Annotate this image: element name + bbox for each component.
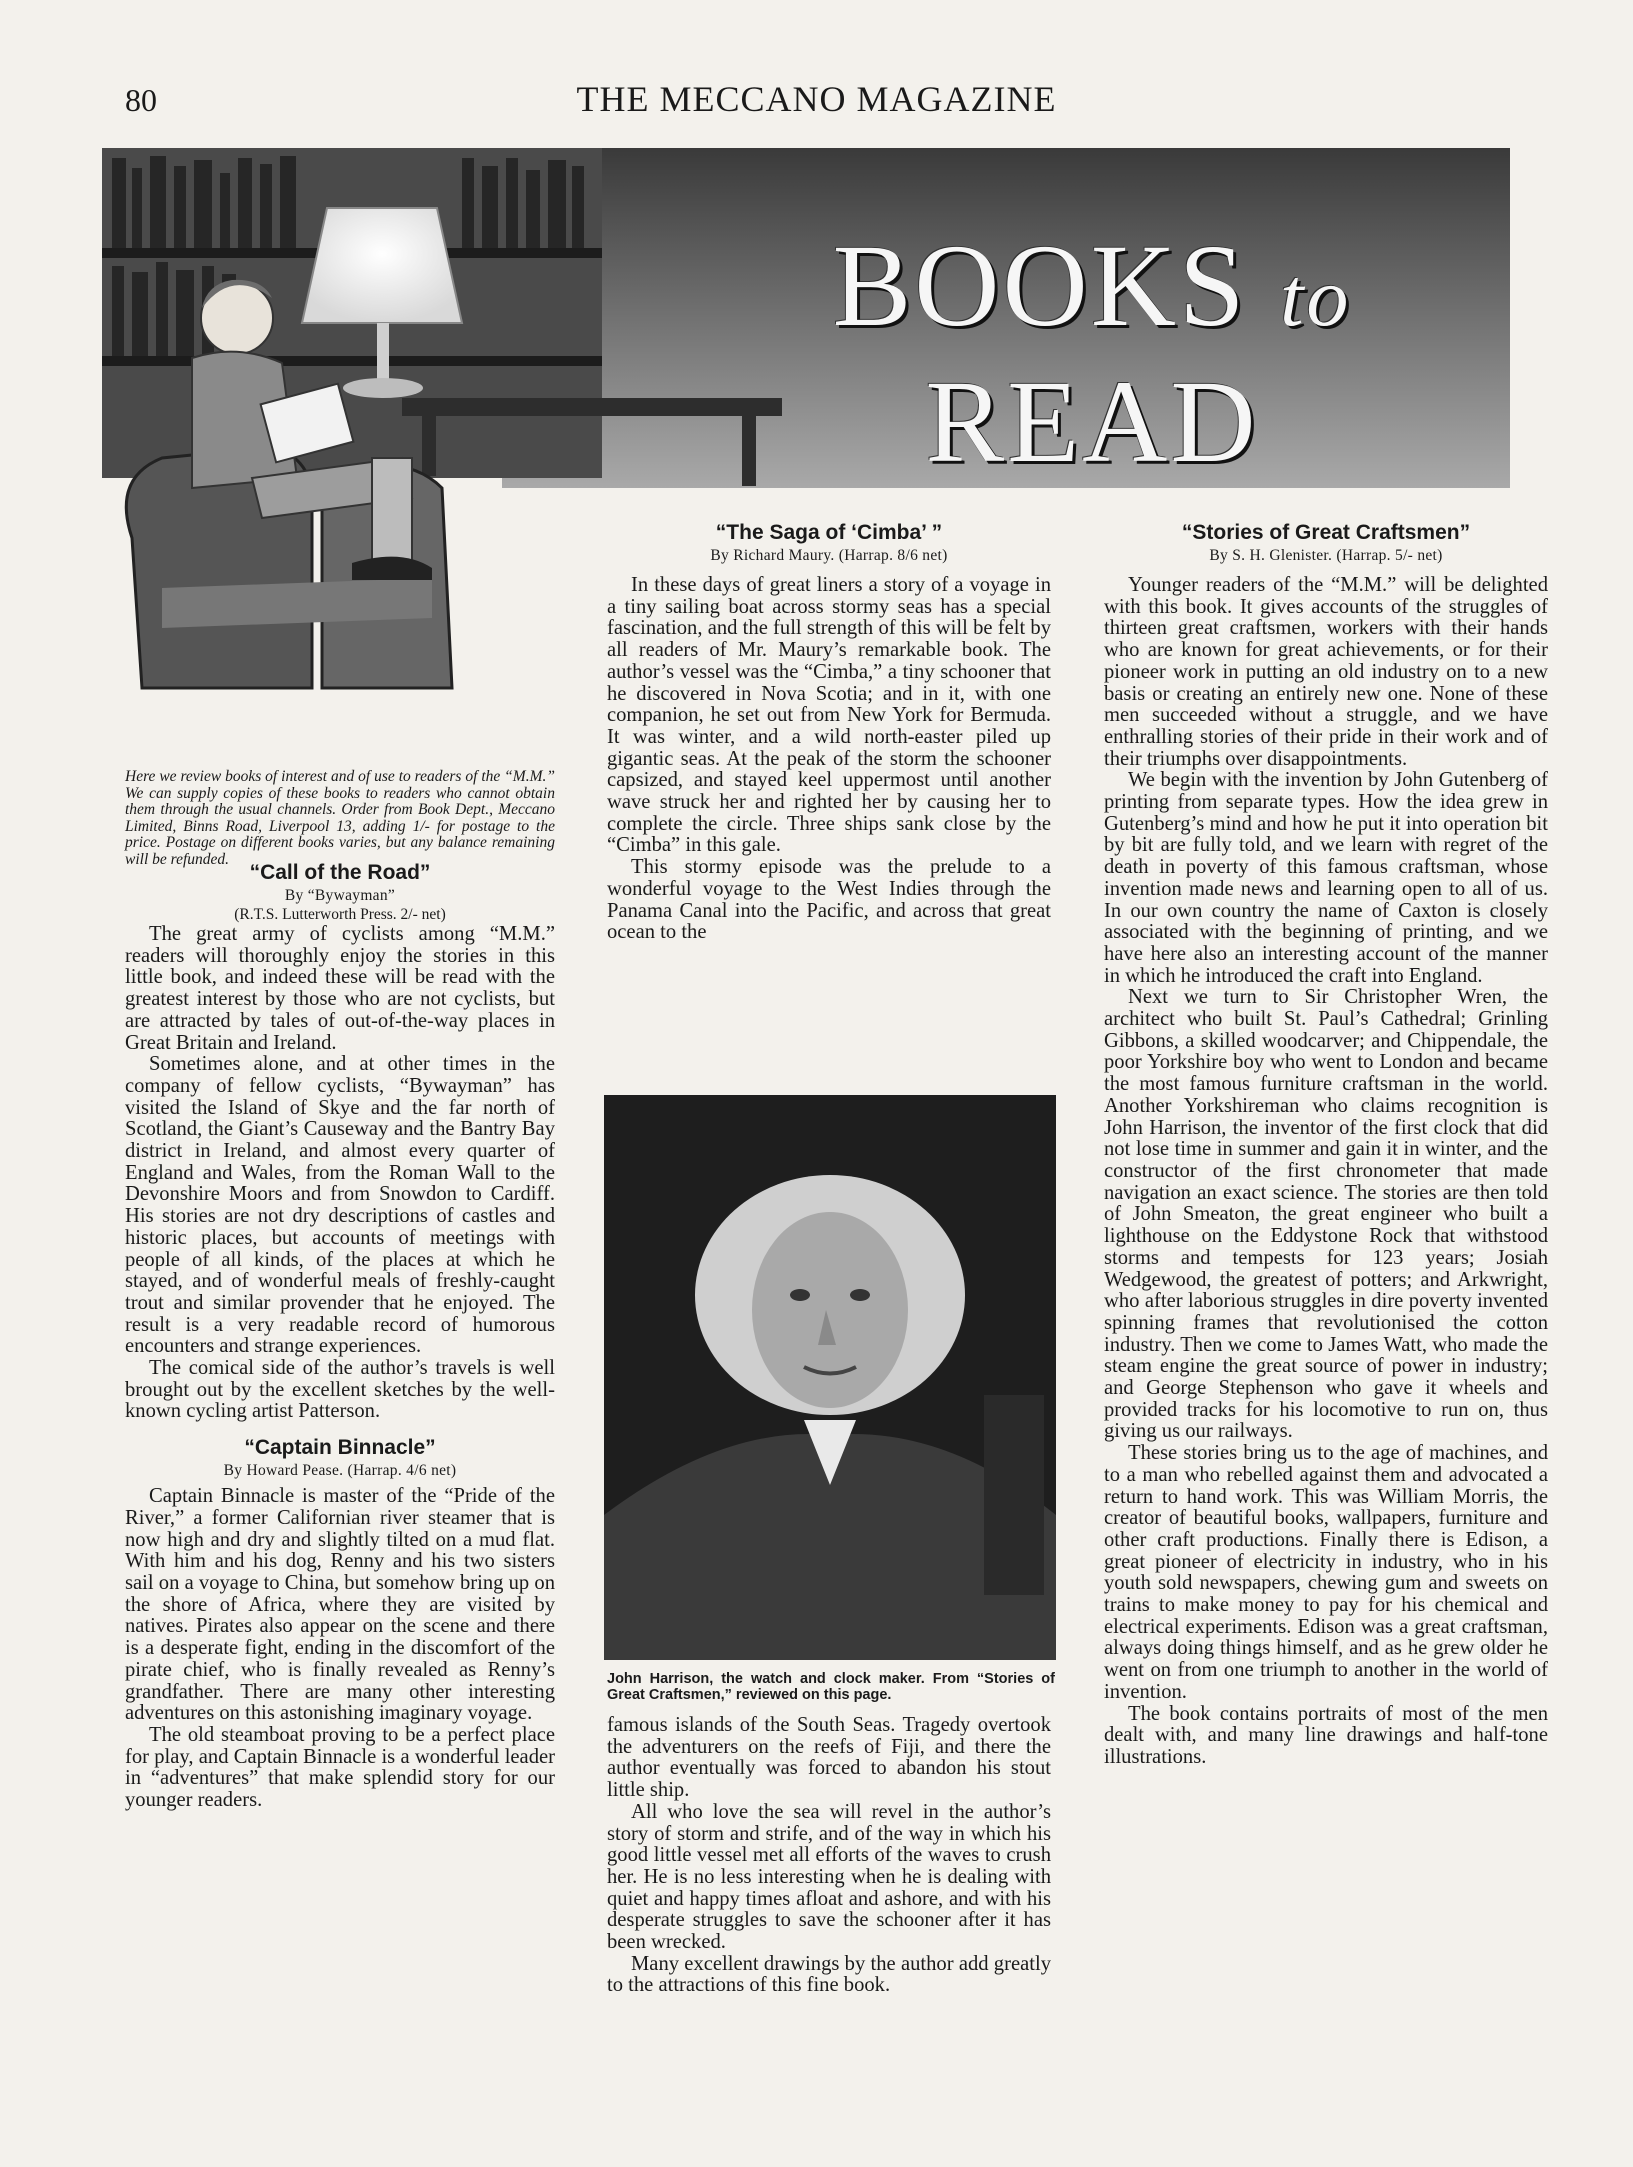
review-paragraph: Sometimes alone, and at other times in the company of fellow cyclists, “Bywayman” has visited the Island of Skye and the far north of Scotland, the Giant’s Causeway and the Bantry Bay district in Ireland, and almost every quarter of England and Wales, from the Roman Wall to the Devonshire Moors and from Snowdon to Cardiff. His stories are not dry descriptions of castles and historic places, but accounts of meetings with people of all kinds, of the places at which he stayed, and of wonderful meals of freshly-caught trout and similar provender that he enjoyed. The result is a very readable record of humorous encounters and strange experiences.	[125, 1053, 555, 1358]
column-middle-continued	[607, 1715, 1051, 1997]
review-pubinfo: (Harrap. 5/- net)	[1336, 547, 1443, 564]
review-paragraph: All who love the sea will revel in the author’s story of storm and strife, and of the way in which his good little vessel met all efforts of the waves to crush her. He is no less interesting when he is dealing with quiet and happy times afloat and ashore, and with his desperate struggles to save the schooner after it has been wrecked.	[607, 1800, 1051, 1954]
review-title: “Captain Binnacle”	[244, 1436, 436, 1460]
intro-note: Here we review books of interest and of use to readers of the “M.M.” We can supply copies of these books to readers who cannot obtain them through the usual channels. Order from Book Dept., Meccano Limited, Binns Road, Liverpool 13, adding 1/- for postage to the price. Postage on different books varies, but any balance remaining will be refunded.	[125, 768, 555, 868]
masthead-title-to: to	[1280, 251, 1352, 344]
review-paragraph: We begin with the invention by John Gutenberg of printing from separate types. How the idea grew in Gutenberg’s mind and how he put it into operation bit by bit are fully told, and we learn with regret of the death in poverty of this famous craftsman, whose invention made news and learning open to all of us. In our own country the name of Caxton is closely associated with the beginning of printing, and we have here also an interesting account of the manner in which he introduced the craft into England.	[1104, 769, 1548, 987]
review-title: “Stories of Great Craftsmen”	[1181, 521, 1471, 544]
review-byline: By “Bywayman”	[284, 887, 396, 904]
review-title: “The Saga of ‘Cimba’ ”	[715, 521, 943, 544]
review-byline	[607, 546, 1051, 565]
review-author: By S. H. Glenister.	[1209, 547, 1333, 564]
masthead-title-read: READ	[925, 356, 1259, 487]
review-author: By Howard Pease.	[223, 1462, 344, 1480]
review-paragraph: The great army of cyclists among “M.M.” readers will thoroughly enjoy the stories in this little book, and indeed these will be read with the greatest interest by those who are not cyclists, but are attracted by tales of out-of-the-way places in Great Britain and Ireland.	[125, 923, 555, 1054]
review-pubinfo: (R.T.S. Lutterworth Press. 2/- net)	[234, 906, 446, 923]
review-paragraph: Younger readers of the “M.M.” will be delighted with this book. It gives accounts of the struggles of thirteen great craftsmen, workers with their hands who are known for great achievements, or for their pioneer work in putting an old industry on to a new basis or creating an entirely new one. None of these men succeeded without a struggle, and we have enthralling stories of their pride in their work and of their triumphs over disappointments.	[1104, 574, 1548, 770]
review-paragraph: Next we turn to Sir Christopher Wren, the architect who built St. Paul’s Cathedral; Grinling Gibbons, a skilled woodcarver; and Chippendale, the poor Yorkshire boy who went to London and became the most famous furniture craftsman in the world. Another Yorkshireman who claims recognition is John Harrison, the inventor of the first clock that did not lose time in summer and gain it in winter, and the constructor of the first chronometer that made navigation an exact science. The stories are then told of John Smeaton, the great engineer who built a lighthouse on the Eddystone Rock that withstood storms and tempests for 123 years; Josiah Wedgewood, the greatest of potters; and Arkwright, who after laborious struggles in dire poverty invented spinning frames that revolutionised the cotton industry. Then we come to James Watt, who made the steam engine the great source of power in industry; and George Stephenson who gave it wheels and provided tracks for his locomotive to run on, thus giving us our railways.	[1104, 986, 1548, 1443]
masthead-title-books: BOOKS	[832, 220, 1248, 351]
review-author: By Richard Maury.	[710, 547, 835, 564]
review-paragraph: famous islands of the South Seas. Tragedy overtook the adventurers on the reefs of Fiji, and there the author eventually was forced to abandon his stout little ship.	[607, 1714, 1051, 1802]
review-pubinfo: (Harrap. 8/6 net)	[838, 547, 948, 564]
column-middle	[607, 520, 1051, 944]
running-head	[0, 78, 1633, 128]
magazine-title: THE MECCANO MAGAZINE	[576, 79, 1057, 119]
review-paragraph: These stories bring us to the age of machines, and to a man who rebelled against them and advocated a return to hand work. This was William Morris, the creator of beautiful books, wallpapers, furniture and other craft productions. Finally there is Edison, a great pioneer of electricity in industry, who in his youth sold newspapers, chewing gum and sweets on trains to make money to pay for his chemical and electrical experiments. Edison was a great craftsman, always doing things himself, and as he grew older he went on from one triumph to another in the world of invention.	[1104, 1442, 1548, 1703]
portrait-image	[604, 1095, 1056, 1660]
review-paragraph: Many excellent drawings by the author add greatly to the attractions of this fine book.	[607, 1952, 1051, 1997]
review-pubinfo: (Harrap. 4/6 net)	[347, 1462, 457, 1480]
review-paragraph: The old steamboat proving to be a perfect place for play, and Captain Binnacle is a wonderful leader in “adventures” that make splendid story for our younger readers.	[125, 1723, 555, 1812]
review-paragraph: The book contains portraits of most of the men dealt with, and many line drawings and half-tone illustrations.	[1104, 1702, 1548, 1768]
column-left	[125, 860, 555, 1812]
masthead-title	[692, 218, 1492, 490]
review-paragraph: This stormy episode was the prelude to a wonderful voyage to the West Indies through the Panama Canal into the Pacific, and across that great ocean to the	[607, 856, 1051, 944]
portrait-caption: John Harrison, the watch and clock maker. From “Stories of Great Craftsmen,” reviewed on this page.	[607, 1671, 1055, 1703]
review-paragraph: In these days of great liners a story of a voyage in a tiny sailing boat across stormy seas has a special fascination, and the full strength of this will be felt by all readers of Mr. Maury’s remarkable book. The author’s vessel was the “Cimba,” a tiny schooner that he discovered in Nova Scotia; and in it, with one companion, he set out from New York for Bermuda. It was winter, and a wild north-easter piled up gigantic seas. At the peak of the storm the schooner capsized, and stayed keel uppermost until another wave struck her and righted her by causing her to complete the circle. Three ships sank close by the “Cimba” in this gale.	[607, 574, 1051, 857]
page-number: 80	[125, 82, 157, 118]
column-right	[1104, 520, 1548, 1769]
review-byline	[125, 1461, 555, 1480]
review-paragraph: Captain Binnacle is master of the “Pride of the River,” a former Californian river steamer that is now high and dry and slightly tilted on a mud flat. With him and his dog, Renny and his two sisters sail on a voyage to China, but somehow bring up on the shore of Africa, where they are visited by natives. Pirates also appear on the scene and there is a desperate fight, ending in the discomfort of the pirate chief, who is finally revealed as Renny’s grandfather. There are many other interesting adventures on this astonishing imaginary voyage.	[125, 1485, 555, 1725]
john-harrison-portrait	[604, 1095, 1056, 1660]
review-title: “Call of the Road”	[249, 861, 431, 884]
review-paragraph: The comical side of the author’s travels is well brought out by the excellent sketches by the well-known cycling artist Patterson.	[125, 1357, 555, 1423]
review-byline	[1104, 546, 1548, 565]
